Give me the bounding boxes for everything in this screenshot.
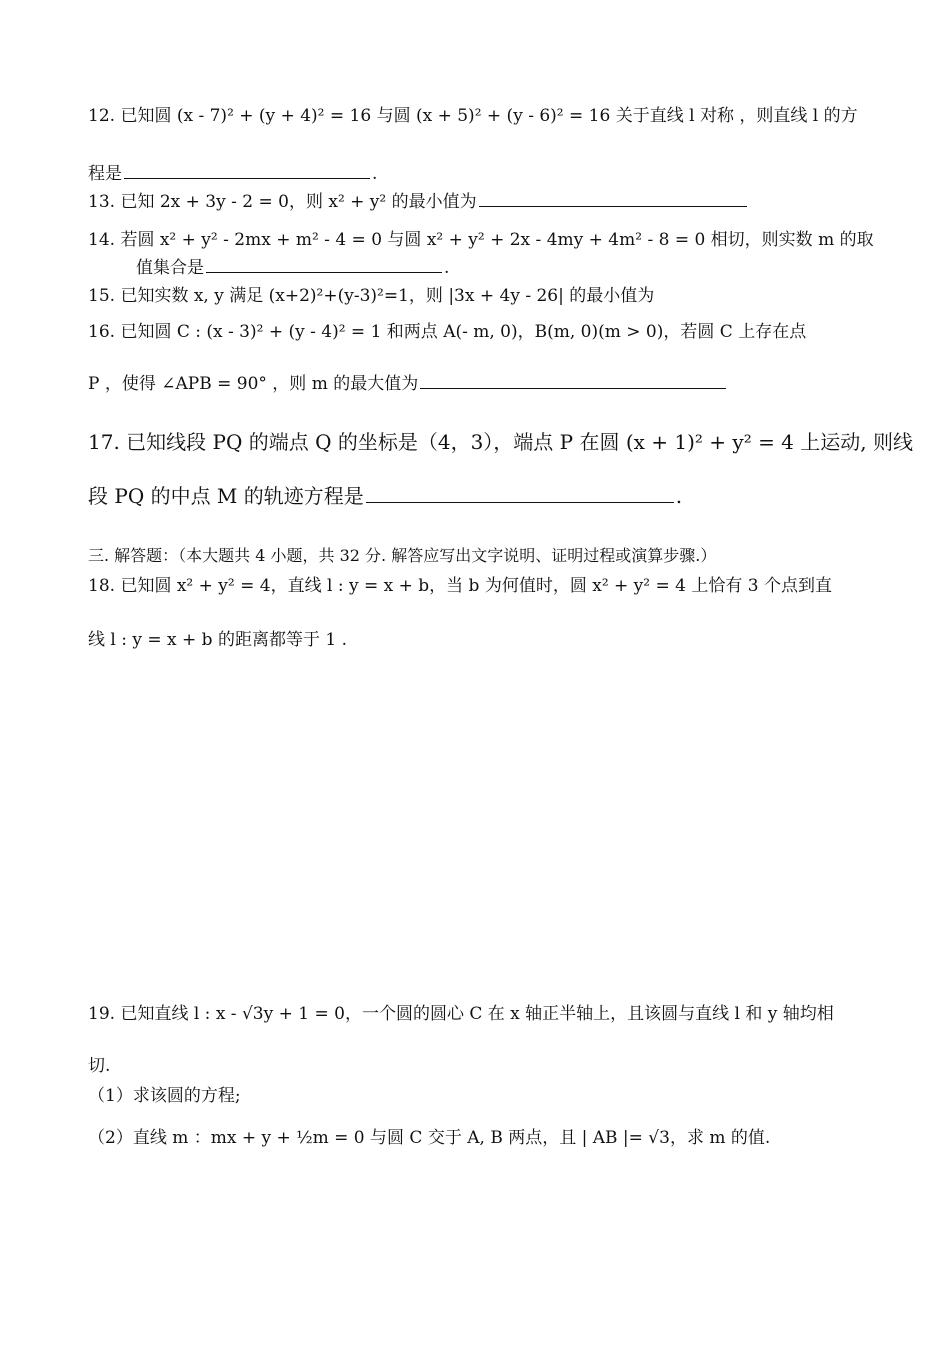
question-12-line-1: 12. 已知圆 (x - 7)² + (y + 4)² = 16 与圆 (x + 5)² + (y - 6)² = 16 关于直线 l 对称 ，则直线 l 的方 [88,106,858,126]
question-17-end: . [675,484,683,508]
question-12-end: . [372,164,378,184]
question-16-line-2 [88,372,728,396]
question-16-prefix: P ，使得 ∠APB = 90° ，则 m 的最大值为 [88,374,419,394]
question-14-prefix: 值集合是 [136,258,204,278]
question-14-line-1: 14. 若圆 x² + y² - 2mx + m² - 4 = 0 与圆 x² + y² + 2x - 4my + 4m² - 8 = 0 相切，则实数 m 的取 [88,230,874,250]
answer-space-18[interactable] [88,680,858,980]
question-19-line-2: 切. [88,1056,111,1076]
question-19-line-1: 19. 已知直线 l : x - √3y + 1 = 0，一个圆的圆心 C 在 x 轴正半轴上，且该圆与直线 l 和 y 轴均相 [88,1004,834,1024]
answer-blank-12[interactable] [124,162,370,179]
question-15: 15. 已知实数 x, y 满足 (x+2)²+(y-3)²=1，则 |3x + 4y - 26| 的最小值为 [88,286,655,306]
question-17-prefix: 段 PQ 的中点 M 的轨迹方程是 [88,484,364,508]
question-17-line-1: 17. 已知线段 PQ 的端点 Q 的坐标是（4，3），端点 P 在圆 (x + 1)² + y² = 4 上运动, 则线 [88,430,913,454]
answer-blank-17[interactable] [366,486,674,503]
question-14-line-2 [136,256,449,280]
question-19-part-2: （2）直线 m ：mx + y + ½m = 0 与圆 C 交于 A, B 两点，且 | AB |= √3，求 m 的值. [88,1128,771,1148]
question-18-line-2: 线 l : y = x + b 的距离都等于 1 . [88,630,347,650]
section-3-heading: 三. 解答题：（本大题共 4 小题，共 32 分. 解答应写出文字说明、证明过程或演算步骤.） [88,546,717,565]
question-18-line-1: 18. 已知圆 x² + y² = 4，直线 l : y = x + b，当 b 为何值时，圆 x² + y² = 4 上恰有 3 个点到直 [88,576,832,596]
question-13-text: 13. 已知 2x + 3y - 2 = 0，则 x² + y² 的最小值为 [88,192,477,212]
question-12-line-2 [88,162,377,186]
answer-blank-13[interactable] [479,190,747,207]
question-12-prefix: 程是 [88,164,122,184]
answer-blank-16[interactable] [420,372,726,389]
question-14-end: . [444,258,450,278]
question-19-part-1: （1）求该圆的方程; [88,1086,241,1106]
answer-blank-14[interactable] [206,256,442,273]
question-16-line-1: 16. 已知圆 C : (x - 3)² + (y - 4)² = 1 和两点 A(- m, 0)，B(m, 0)(m > 0)，若圆 C 上存在点 [88,322,807,342]
question-17-line-2 [88,482,682,510]
question-13 [88,190,749,214]
